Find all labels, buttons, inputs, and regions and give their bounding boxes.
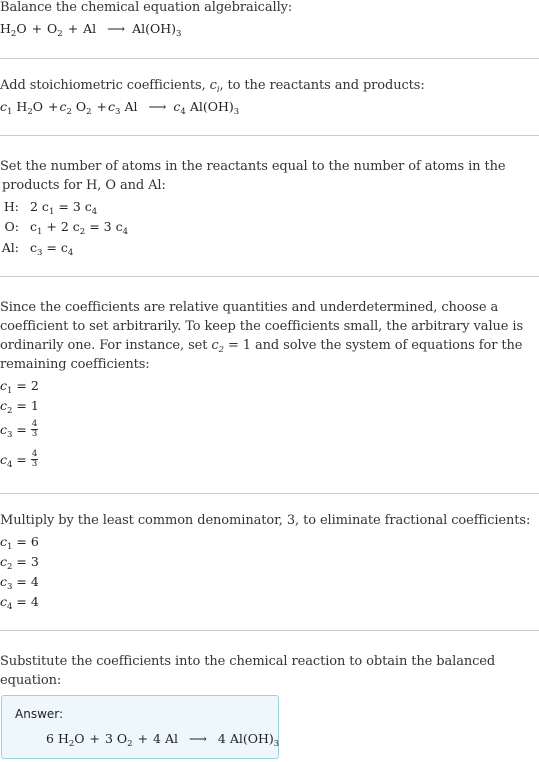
fraction — [31, 420, 38, 439]
section3-line1: Set the number of atoms in the reactants equal to the number of atoms in the — [0, 159, 506, 174]
equals-sign: = — [16, 398, 27, 413]
fraction-denominator: 3 — [31, 429, 38, 439]
term-h-sub: 2 — [27, 107, 33, 117]
coef-c2-sub: 2 — [66, 107, 72, 117]
element-label: O: — [4, 219, 19, 234]
var-sub: 3 — [7, 430, 13, 440]
integer-value-c2 — [0, 554, 39, 570]
plus-sign: + — [89, 731, 100, 746]
equals-sign: = — [58, 199, 69, 214]
term-product: Al(OH) — [189, 99, 234, 114]
reaction-arrow-icon: ⟶ — [148, 99, 167, 114]
relation-mid-sub: 2 — [79, 227, 86, 237]
atom-balance-row-al — [0, 240, 73, 258]
balanced-equation — [46, 731, 280, 749]
term-o2: O — [47, 21, 58, 36]
value: 1 — [30, 398, 39, 413]
fraction-numerator: 4 — [31, 419, 38, 429]
coef-c4-sub: 4 — [180, 107, 186, 117]
var-c: c — [0, 398, 8, 413]
fraction-denominator: 3 — [31, 459, 38, 469]
relation-rhs: c — [60, 240, 68, 255]
var-c: c — [0, 534, 8, 549]
coef-value: 3 — [104, 731, 113, 746]
coefficient-equation — [0, 99, 239, 115]
term-h: H — [16, 99, 28, 114]
line-var: c — [211, 338, 219, 353]
answer-label: Answer: — [15, 707, 64, 721]
term-h: H — [57, 731, 69, 746]
var-sub: 2 — [7, 562, 13, 572]
var-sub: 4 — [7, 460, 13, 470]
solution-value-c3 — [0, 421, 38, 443]
section-divider — [0, 493, 539, 494]
relation-mid: + 2 c — [46, 219, 80, 234]
relation-lhs: c — [30, 219, 38, 234]
var-c: c — [0, 594, 8, 609]
term-product: Al(OH) — [132, 21, 177, 36]
section1-heading: Balance the chemical equation algebraically: — [0, 0, 293, 15]
equals-sign: = — [16, 554, 27, 569]
equals-sign: = — [16, 594, 27, 609]
heading-text: Add stoichiometric coefficients, — [0, 78, 210, 93]
unbalanced-equation — [0, 21, 181, 37]
coef-c2: c — [59, 99, 67, 114]
relation-rhs-sub: 4 — [91, 207, 98, 217]
relation-lhs-sub: 1 — [48, 207, 55, 217]
term-al: Al — [83, 21, 97, 36]
section3-line2: products for H, O and Al: — [2, 178, 166, 193]
equals-sign: = — [16, 422, 27, 437]
equals-sign: = — [16, 534, 27, 549]
term-o2: O — [116, 731, 128, 746]
relation-lhs-sub: 3 — [37, 248, 43, 258]
term-o: O — [74, 731, 85, 746]
section6-line2: equation: — [0, 673, 62, 688]
answer-box — [1, 695, 279, 759]
section-divider — [0, 135, 539, 136]
relation-rhs: 3 c — [103, 219, 123, 234]
section4-line3 — [0, 338, 522, 354]
equals-sign: = — [46, 240, 57, 255]
fraction-numerator: 4 — [31, 449, 38, 459]
term-o: O — [32, 99, 43, 114]
plus-sign: + — [67, 21, 79, 36]
solution-value-c2 — [0, 398, 39, 414]
coef-c3-sub: 3 — [115, 107, 121, 117]
atom-balance-row-h — [0, 199, 97, 217]
term-o2-sub: 2 — [86, 107, 92, 117]
heading-text: , to the reactants and products: — [219, 78, 425, 93]
value: 4 — [30, 594, 39, 609]
line-var-sub: 2 — [218, 345, 224, 355]
term-h-sub: 2 — [10, 29, 17, 39]
term-product-sub: 3 — [273, 739, 280, 749]
heading-var: c — [209, 78, 217, 93]
reaction-arrow-icon: ⟶ — [107, 21, 126, 36]
coef-c1: c — [0, 99, 8, 114]
fraction — [31, 450, 38, 469]
heading-var-sub: i — [216, 85, 220, 95]
value: 2 — [30, 378, 39, 393]
equals-sign: = — [16, 378, 27, 393]
integer-value-c4 — [0, 594, 39, 610]
relation-lhs-sub: 1 — [37, 227, 43, 237]
relation — [19, 199, 97, 217]
var-c: c — [0, 554, 8, 569]
term-product-sub: 3 — [233, 107, 240, 117]
term-o2-sub: 2 — [57, 29, 63, 39]
relation-lhs: 2 c — [30, 199, 49, 214]
section-divider — [0, 630, 539, 631]
integer-value-c1 — [0, 534, 39, 550]
term-o2-sub: 2 — [127, 739, 133, 749]
section-divider — [0, 276, 539, 277]
value: 4 — [30, 574, 39, 589]
line-text: ordinarily one. For instance, set — [0, 338, 212, 353]
plus-sign: + — [137, 731, 149, 746]
term-al: Al — [164, 731, 178, 746]
coef-c3: c — [108, 99, 116, 114]
section4-line4: remaining coefficients: — [0, 357, 150, 372]
reaction-arrow-icon: ⟶ — [188, 731, 207, 746]
atom-balance-row-o — [0, 219, 128, 237]
section2-heading — [0, 78, 425, 94]
var-sub: 2 — [7, 406, 13, 416]
equals-sign: = — [16, 452, 27, 467]
var-sub: 4 — [7, 602, 13, 612]
var-sub: 1 — [7, 542, 13, 552]
section4-line2: coefficient to set arbitrarily. To keep the coefficients small, the arbitrary value is — [0, 319, 524, 334]
section-divider — [0, 58, 539, 59]
value: 6 — [30, 534, 39, 549]
plus-sign: + — [96, 99, 108, 114]
relation-lhs: c — [30, 240, 38, 255]
section6-line1: Substitute the coefficients into the chemical reaction to obtain the balanced — [0, 654, 496, 669]
term-o: O — [16, 21, 27, 36]
section4-line1: Since the coefficients are relative quantities and underdetermined, choose a — [0, 300, 499, 315]
solution-value-c1 — [0, 378, 39, 394]
equals-sign: = — [16, 574, 27, 589]
relation-rhs-sub: 4 — [122, 227, 129, 237]
coef-value: 6 — [46, 731, 54, 746]
var-c: c — [0, 452, 8, 467]
plus-sign: + — [47, 99, 59, 114]
relation — [19, 219, 128, 237]
term-h: H — [0, 21, 11, 36]
element-label: Al: — [1, 240, 19, 255]
coef-c4: c — [173, 99, 181, 114]
relation-rhs-sub: 4 — [67, 248, 74, 258]
solution-value-c4 — [0, 451, 38, 473]
relation — [19, 240, 73, 258]
line-text: = 1 and solve the system of equations for the — [223, 338, 523, 353]
equals-sign: = — [89, 219, 100, 234]
term-o2: O — [75, 99, 87, 114]
value: 3 — [30, 554, 39, 569]
coef-c1-sub: 1 — [7, 107, 13, 117]
term-al: Al — [124, 99, 138, 114]
coef-value: 4 — [153, 731, 161, 746]
term-product-sub: 3 — [176, 29, 182, 39]
section5-heading: Multiply by the least common denominator, 3, to eliminate fractional coefficients: — [0, 513, 531, 528]
plus-sign: + — [31, 21, 43, 36]
term-h-sub: 2 — [68, 739, 75, 749]
term-product: Al(OH) — [229, 731, 274, 746]
coef-value: 4 — [217, 731, 226, 746]
integer-value-c3 — [0, 574, 39, 590]
var-c: c — [0, 574, 8, 589]
var-sub: 1 — [7, 386, 13, 396]
var-c: c — [0, 378, 8, 393]
element-label: H: — [3, 199, 19, 214]
var-sub: 3 — [7, 582, 13, 592]
relation-rhs: 3 c — [72, 199, 92, 214]
var-c: c — [0, 422, 8, 437]
